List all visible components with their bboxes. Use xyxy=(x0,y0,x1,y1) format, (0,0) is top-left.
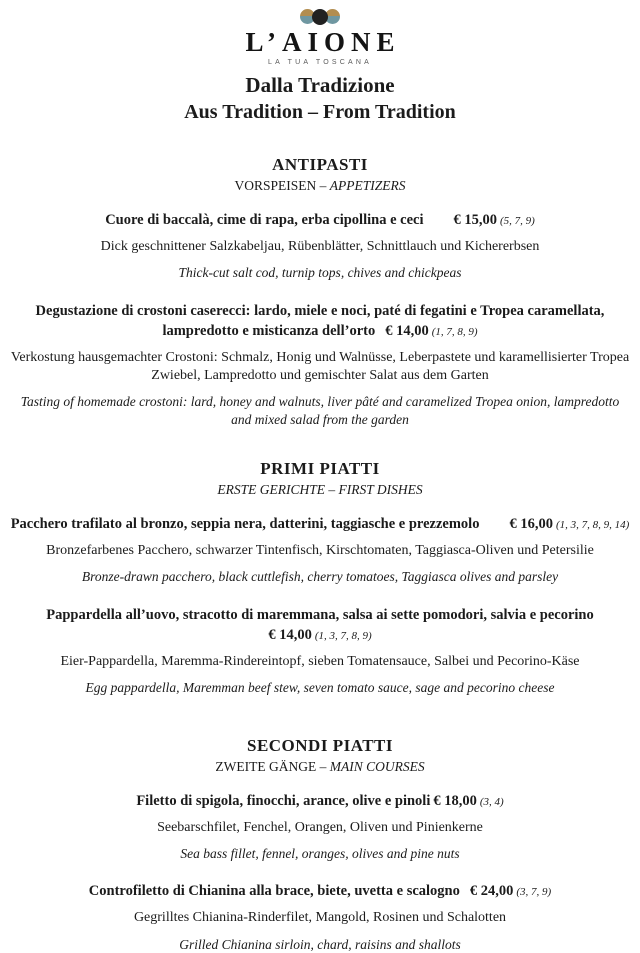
section-subtitle xyxy=(10,178,630,194)
section-title: PRIMI PIATTI xyxy=(260,459,380,479)
section-subtitle-de: ZWEITE GÄNGE xyxy=(215,758,317,774)
item-description-english: Sea bass fillet, fennel, oranges, olives and pine nuts xyxy=(180,845,460,861)
item-allergens: (1, 3, 7, 8, 9) xyxy=(314,629,372,642)
item-description-german: Eier-Pappardella, Maremma-Rindereintopf, sieben Tomatensauce, Salbei und Pecorino-Käse xyxy=(60,653,580,669)
section-title: ANTIPASTI xyxy=(272,155,368,174)
item-description-german: Dick geschnittener Salzkabeljau, Rübenblätter, Schnittlauch und Kichererbsen xyxy=(100,239,540,254)
section-subtitle-en: MAIN COURSES xyxy=(329,758,425,774)
section-subtitle-separator: – xyxy=(319,758,327,774)
item-description-english: Thick-cut salt cod, turnip tops, chives and chickpeas xyxy=(178,265,462,281)
item-allergens: (3, 7, 9) xyxy=(516,886,552,899)
section-secondi-piatti xyxy=(10,736,630,953)
item-allergens: (3, 4) xyxy=(479,795,504,808)
item-price: € 14,00 xyxy=(385,322,429,339)
item-description-english: Tasting of homemade crostoni: lard, honey and walnuts, liver pâté and caramelized Tropea onion, lampredotto and mixed salad from the garden xyxy=(20,394,620,427)
menu-item xyxy=(10,881,630,953)
item-name-line xyxy=(10,605,630,645)
page-title-translation: Aus Tradition – From Tradition xyxy=(184,101,456,123)
section-subtitle xyxy=(10,482,630,498)
item-allergens: (1, 7, 8, 9) xyxy=(431,325,478,338)
section-subtitle-de: ERSTE GERICHTE xyxy=(217,482,325,498)
section-subtitle-de: VORSPEISEN xyxy=(234,178,317,193)
section-antipasti xyxy=(10,155,630,428)
item-description-german: Bronzefarbenes Pacchero, schwarzer Tintenfisch, Kirschtomaten, Taggiasca-Oliven und Petersilie xyxy=(46,543,594,559)
section-subtitle-separator: – xyxy=(328,482,336,498)
section-subtitle-en: FIRST DISHES xyxy=(338,482,423,498)
brand-wordmark: L’AIONE xyxy=(245,27,401,57)
item-price: € 14,00 xyxy=(268,626,312,643)
item-description-english: Grilled Chianina sirloin, chard, raisins and shallots xyxy=(179,936,461,952)
section-subtitle-en: APPETIZERS xyxy=(329,178,406,193)
item-name: Controfiletto di Chianina alla brace, biete, uvetta e scalogno xyxy=(88,883,460,900)
item-price: € 15,00 xyxy=(453,212,497,228)
item-description-german: Verkostung hausgemachter Crostoni: Schmalz, Honig und Walnüsse, Leberpastete und karamellisierter Tropea Zwiebel, Lampredotto und gemischter Salat aus dem Garten xyxy=(10,349,630,383)
item-allergens: (1, 3, 7, 8, 9, 14) xyxy=(555,519,630,532)
item-name: Degustazione di crostoni caserecci: lardo, miele e noci, paté di fegatini e Tropea caramellata, lampredotto e misticanza dell’orto xyxy=(35,302,605,339)
item-name-line xyxy=(10,514,630,534)
menu-item xyxy=(10,301,630,428)
item-allergens: (5, 7, 9) xyxy=(499,215,535,227)
item-name-line xyxy=(10,881,630,901)
item-description-english: Egg pappardella, Maremman beef stew, seven tomato sauce, sage and pecorino cheese xyxy=(85,680,555,696)
item-description-german: Seebarschfilet, Fenchel, Orangen, Oliven und Pinienkerne xyxy=(157,819,483,835)
menu-item xyxy=(10,605,630,697)
item-name: Filetto di spigola, finocchi, arance, olive e pinoli xyxy=(136,792,431,809)
section-primi-piatti xyxy=(10,459,630,696)
page-title-italian: Dalla Tradizione xyxy=(245,73,395,97)
item-name-line xyxy=(10,791,630,811)
item-name: Pappardella all’uovo, stracotto di maremmana, salsa ai sette pomodori, salvia e pecorino xyxy=(46,606,594,623)
logo xyxy=(10,8,630,25)
menu-item xyxy=(10,210,630,282)
section-subtitle-separator: – xyxy=(319,178,327,193)
item-name: Cuore di baccalà, cime di rapa, erba cipollina e ceci xyxy=(105,212,424,228)
item-name-line xyxy=(10,210,630,230)
item-price: € 24,00 xyxy=(469,883,514,900)
section-subtitle xyxy=(10,759,630,775)
menu-item xyxy=(10,791,630,863)
item-description-german: Gegrilltes Chianina-Rinderfilet, Mangold, Rosinen und Schalotten xyxy=(133,910,507,926)
item-description-english: Bronze-drawn pacchero, black cuttlefish, cherry tomatoes, Taggiasca olives and parsley xyxy=(81,569,559,585)
item-price: € 16,00 xyxy=(509,516,553,533)
item-price: € 18,00 xyxy=(433,792,477,809)
menu-item xyxy=(10,514,630,586)
logo-dot-middle-icon xyxy=(312,9,328,25)
brand-tagline: LA TUA TOSCANA xyxy=(268,59,372,66)
item-name-line xyxy=(10,301,630,341)
item-name: Pacchero trafilato al bronzo, seppia nera, datterini, taggiasche e prezzemolo xyxy=(10,516,480,533)
section-title: SECONDI PIATTI xyxy=(246,735,394,755)
item-price-line xyxy=(10,625,630,645)
